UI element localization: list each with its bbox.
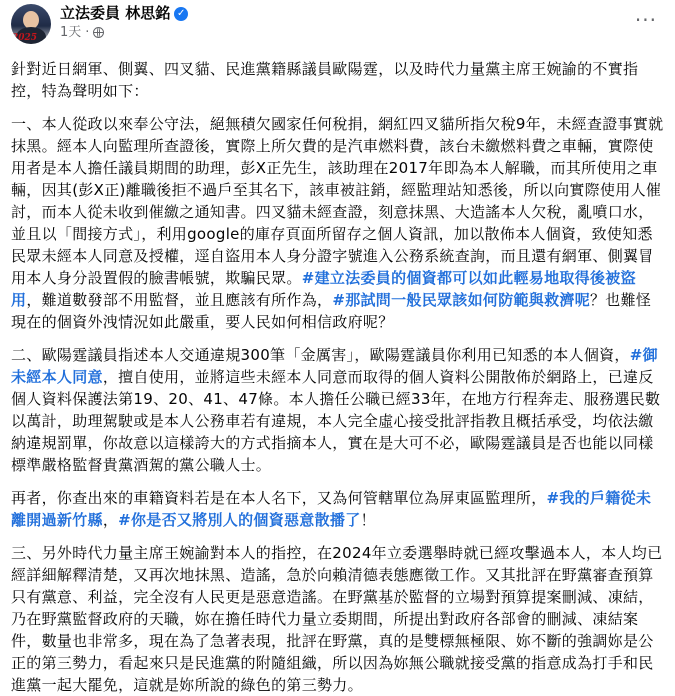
paragraph-text: ！: [360, 511, 376, 529]
post-sub-row: [60, 26, 188, 39]
author-name-row: [60, 6, 188, 21]
paragraph-text: ？也難怪現在的個資外洩情況如此嚴重，要人民如何相信政府呢？: [11, 291, 652, 331]
post-paragraph: [11, 487, 665, 531]
paragraph-text: 針對近日網軍、側翼、四叉貓、民進黨籍縣議員歐陽霆，以及時代力量黨主席王婉諭的不實指控，特為聲明如下：: [11, 60, 639, 100]
paragraph-text: 二、歐陽霆議員指述本人交通違規300筆「金厲害」，歐陽霆議員你利用已知悉的本人個資，: [11, 346, 630, 364]
post-body: [11, 58, 665, 696]
paragraph-text: 一、本人從政以來奉公守法，絕無積欠國家任何稅捐，網紅四叉貓所指欠稅9年，未經查證事實就抹黑。經本人向監理所查證後，實際上所欠費的是汽車燃料費，該台未繳燃料費之車輛，實際使用者是本人擔任議員期間的助理，彭X正先生，該助理在2017年即為本人解職，而其所使用之車輛，因其(彭X正)離職後拒不過戶至其名下，該車被註銷，經監理站知悉後，所以向實際使用人催討，而本人從未收到催繳之通知書。四叉貓未經查證，刻意抹黑、大造謠本人欠稅，亂噴口水，並且以「間接方式」，利用google的庫存頁面所留存之個人資訊，加以散佈本人個資，致使知悉民眾未經本人同意及授權，逕自盜用本人身分證字號進入公務系統查詢，而且還有網軍、側翼冒用本人身分設置假的臉書帳號，欺騙民眾。: [11, 115, 664, 287]
author-name[interactable]: 立法委員 林思銘: [60, 4, 171, 22]
paragraph-text: ，: [102, 511, 119, 529]
post-timestamp[interactable]: 1天: [60, 25, 82, 40]
verified-badge-icon: ✓: [174, 7, 188, 21]
post-paragraph: [11, 58, 665, 102]
paragraph-text: 再者，你查出來的車籍資料若是在本人名下，又為何管轄單位為屏東區監理所，: [11, 489, 547, 507]
hashtag-link[interactable]: #我的戶籍從未離開過新竹縣: [11, 489, 652, 529]
post-paragraph: [11, 542, 665, 696]
author-avatar[interactable]: [11, 4, 51, 44]
hashtag-link[interactable]: #你是否又將別人的個資惡意散播了: [118, 511, 361, 529]
avatar-badge: 2025: [12, 33, 38, 43]
globe-icon[interactable]: [93, 27, 104, 38]
paragraph-text: 三、另外時代力量主席王婉諭對本人的指控，在2024年立委選舉時就已經攻擊過本人，本人均已經詳細解釋清楚，又再次地抹黑、造謠，急於向賴清德表態應徵工作。又其批評在野黨審查預算只有黨意、利益，完全沒有人民更是惡意造謠。在野黨基於監督的立場對預算提案刪減、凍結，乃在野黨監督政府的天職，妳在擔任時代力量立委期間，所提出對政府各部會的刪減、凍結案件，數量也非常多，現在為了急著表現，批評在野黨，真的是雙標無極限、妳不斷的強調妳是公正的第三勢力，看起來只是民進黨的附隨組織，所以因為妳無公職就接受黨的指意成為打手和民進黨一起大罷免，這就是妳所說的綠色的第三勢力。: [11, 544, 663, 694]
hashtag-link[interactable]: #建立法委員的個資都可以如此輕易地取得後被盜用: [11, 269, 636, 309]
hashtag-link[interactable]: #御未經本人同意: [11, 346, 658, 386]
post-header: [11, 0, 665, 58]
more-options-icon[interactable]: ···: [634, 8, 657, 32]
paragraph-text: ，擅自使用，並將這些未經本人同意而取得的個人資料公開散佈於網路上，已違反個人資料保護法第19、20、41、47條。本人擔任公職已經33年，在地方行程奔走、服務選民數以萬計，助理駕駛或是本人公務車若有違規，本人完全虛心接受批評指教且概括承受，均依法繳納違規罰單，你故意以這樣誇大的方式指摘本人，實在是大可不必，歐陽霆議員是否也能以同樣標準嚴格監督貴黨酒駕的黨公職人士。: [11, 368, 661, 474]
separator-dot: ·: [85, 25, 90, 40]
post-meta: [60, 4, 188, 39]
post-paragraph: [11, 113, 665, 333]
post-paragraph: [11, 344, 665, 476]
hashtag-link[interactable]: #那試問一般民眾該如何防範與救濟呢: [332, 291, 590, 309]
paragraph-text: ，難道數發部不用監督，並且應該有所作為，: [26, 291, 333, 309]
